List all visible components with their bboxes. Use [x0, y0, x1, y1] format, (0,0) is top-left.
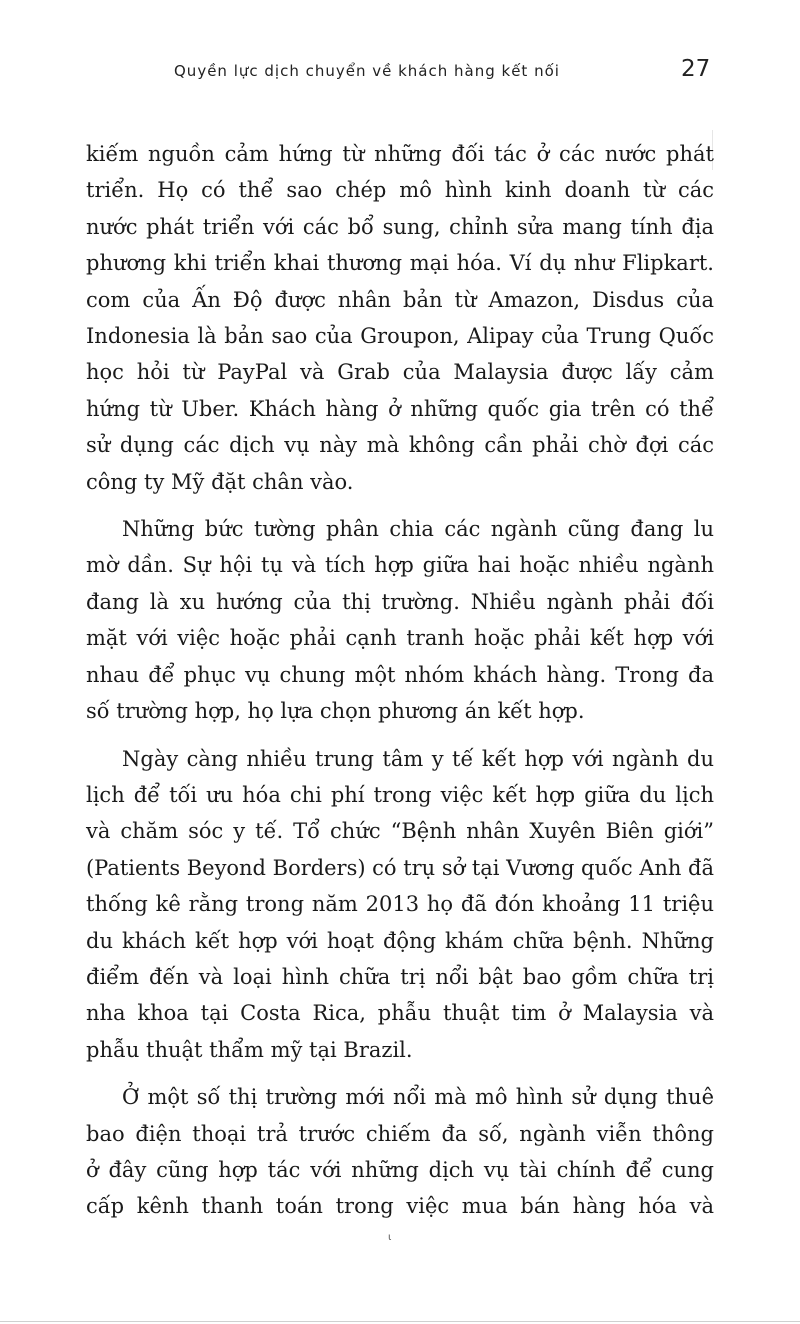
text-line: Indonesia là bản sao của Groupon, Alipay của Trung Quốc — [86, 324, 714, 349]
text-line: số trường hợp, họ lựa chọn phương án kết hợp. — [86, 699, 585, 724]
running-header — [0, 56, 800, 90]
text-line: và chăm sóc y tế. Tổ chức “Bệnh nhân Xuyên Biên giới” — [86, 819, 714, 844]
text-line: bao điện thoại trả trước chiếm đa số, ngành viễn thông — [86, 1121, 714, 1146]
stray-ink-mark: ι — [388, 1232, 392, 1243]
text-line: điểm đến và loại hình chữa trị nổi bật bao gồm chữa trị — [86, 964, 714, 989]
text-line: thống kê rằng trong năm 2013 họ đã đón khoảng 11 triệu — [86, 892, 714, 917]
page-bottom-edge — [0, 1321, 800, 1322]
text-line: nhau để phục vụ chung một nhóm khách hàng. Trong đa — [86, 662, 714, 687]
page-number: 27 — [681, 56, 711, 82]
paragraph-3 — [86, 741, 714, 1069]
text-line: du khách kết hợp với hoạt động khám chữa bệnh. Những — [86, 928, 714, 953]
paragraph-2 — [86, 511, 714, 729]
text-line: Ở một số thị trường mới nổi mà mô hình sử dụng thuê — [122, 1085, 714, 1110]
text-line: Ngày càng nhiều trung tâm y tế kết hợp với ngành du — [122, 746, 714, 771]
text-line: đang là xu hướng của thị trường. Nhiều ngành phải đối — [86, 589, 714, 614]
text-line: kiếm nguồn cảm hứng từ những đối tác ở các nước phát — [86, 142, 714, 166]
paragraph-1 — [86, 136, 714, 500]
text-line: sử dụng các dịch vụ này mà không cần phải chờ đợi các — [86, 433, 714, 458]
running-title: Quyền lực dịch chuyển về khách hàng kết nối — [174, 62, 560, 80]
text-line: triển. Họ có thể sao chép mô hình kinh doanh từ các — [86, 178, 714, 203]
text-line: com của Ấn Độ được nhân bản từ Amazon, Disdus của — [86, 287, 714, 312]
text-line: hứng từ Uber. Khách hàng ở những quốc gia trên có thể — [86, 396, 714, 421]
paragraph-4 — [86, 1079, 714, 1225]
text-line: công ty Mỹ đặt chân vào. — [86, 469, 354, 494]
text-line: (Patients Beyond Borders) có trụ sở tại Vương quốc Anh đã — [86, 855, 714, 880]
body-text — [86, 136, 714, 1236]
text-line: mờ dần. Sự hội tụ và tích hợp giữa hai hoặc nhiều ngành — [86, 553, 714, 578]
text-line: lịch để tối ưu hóa chi phí trong việc kết hợp giữa du lịch — [86, 782, 714, 807]
text-line: phẫu thuật thẩm mỹ tại Brazil. — [86, 1037, 413, 1062]
text-line: mặt với việc hoặc phải cạnh tranh hoặc phải kết hợp với — [86, 626, 714, 651]
text-line: phương khi triển khai thương mại hóa. Ví dụ như Flipkart. — [86, 251, 714, 276]
text-line: học hỏi từ PayPal và Grab của Malaysia được lấy cảm — [86, 360, 714, 385]
text-line: nước phát triển với các bổ sung, chỉnh sửa mang tính địa — [86, 214, 714, 239]
text-line: ở đây cũng hợp tác với những dịch vụ tài chính để cung — [86, 1157, 714, 1182]
text-line: nha khoa tại Costa Rica, phẫu thuật tim ở Malaysia và — [86, 1001, 714, 1026]
text-line: cấp kênh thanh toán trong việc mua bán hàng hóa và — [86, 1194, 714, 1219]
text-line: Những bức tường phân chia các ngành cũng đang lu — [122, 517, 714, 542]
